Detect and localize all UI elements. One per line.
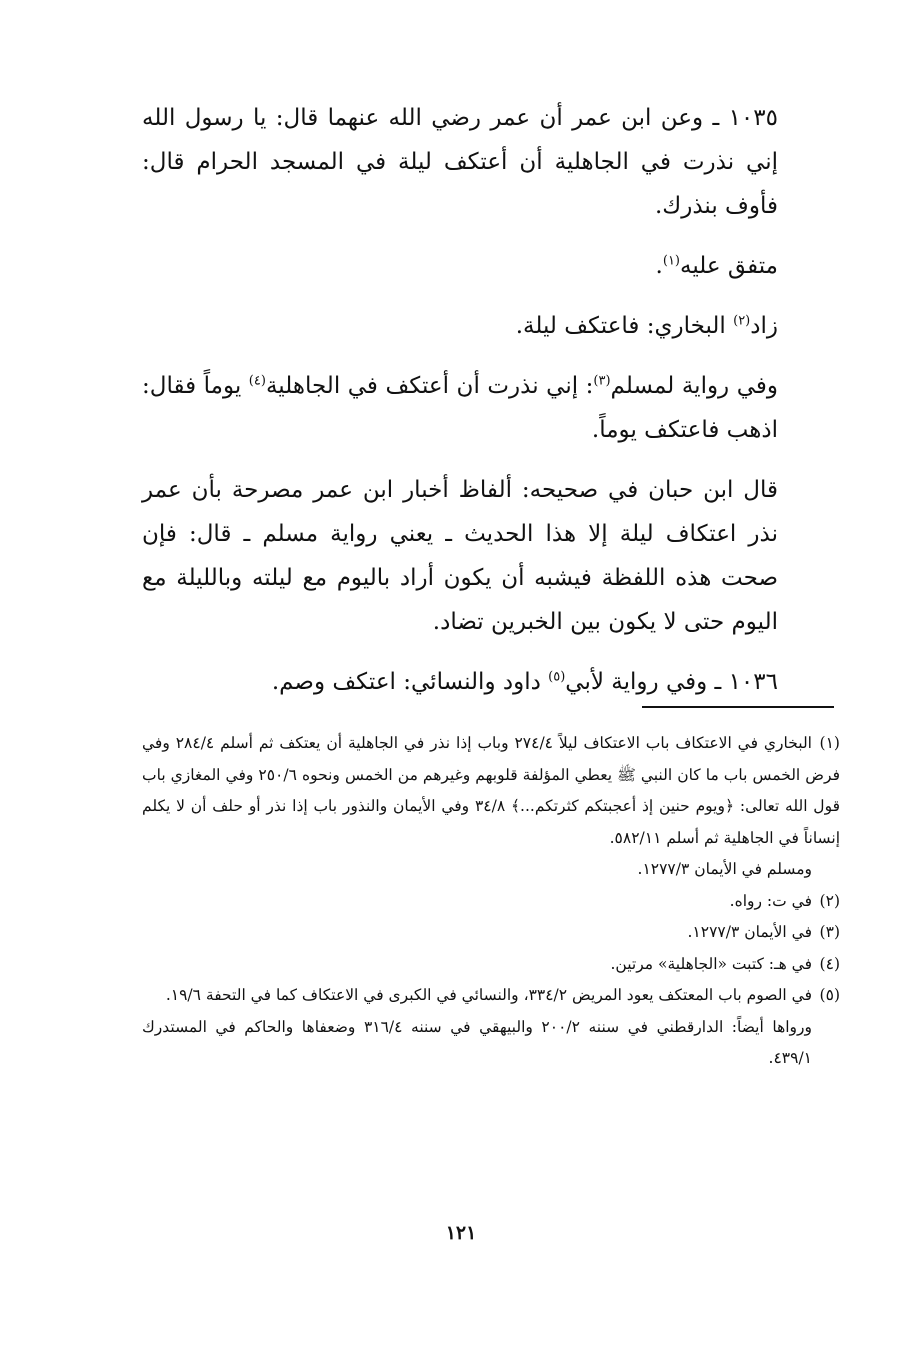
- footnote-4-number: (٤): [819, 954, 840, 973]
- footnote-separator: [642, 706, 834, 708]
- footnote-5-number: (٥): [819, 986, 840, 1004]
- hadith-1035: ١٠٣٥ ـ وعن ابن عمر أن عمر رضي الله عنهما قال: يا رسول الله إني نذرت في الجاهلية أن أعتكف ليلة في المسجد الحرام قال: فأوف بنذرك.: [142, 105, 778, 219]
- page-number: ١٢١: [445, 1222, 477, 1244]
- agreed-upon-note: [142, 244, 834, 288]
- muslim-narration: [142, 364, 834, 452]
- footnote-1-extra: ومسلم في الأيمان ١٢٧٧/٣.: [637, 860, 812, 878]
- footnote-ref-1: (١): [662, 253, 680, 269]
- main-text: [142, 96, 834, 720]
- muslim-narration-lead: وفي رواية لمسلم: [610, 373, 778, 399]
- footnote-ref-3: (٣): [593, 373, 611, 389]
- footnote-1-number: (١): [819, 734, 840, 752]
- bukhari-addition-lead: زاد: [750, 313, 778, 339]
- footnote-2-number: (٢): [819, 891, 840, 910]
- ibn-hibban-comment: قال ابن حبان في صحيحه: ألفاظ أخبار ابن عمر مصرحة بأن عمر نذر اعتكاف ليلة إلا هذا الحديث ـ يعني رواية مسلم ـ قال: فإن صحت هذه اللفظة فيشبه أن يكون أراد باليوم مع ليلته وبالليلة مع اليوم حتى لا يكون بين الخبرين تضاد.: [142, 477, 778, 635]
- bukhari-addition-text: البخاري: فاعتكف ليلة.: [515, 313, 734, 339]
- footnote-ref-5: (٥): [548, 669, 566, 685]
- hadith-1036-text: داود والنسائي: اعتكف وصم.: [271, 669, 549, 695]
- hadith-1036: [142, 660, 834, 704]
- footnote-2: [142, 886, 840, 918]
- footnote-3-text: في الأيمان ١٢٧٧/٣.: [687, 923, 812, 941]
- footnote-5-text: في الصوم باب المعتكف يعود المريض ٣٣٤/٢، والنسائي في الكبرى في الاعتكاف كما في التحفة ١٩/٦.: [165, 986, 812, 1004]
- footnote-1-text: البخاري في الاعتكاف باب الاعتكاف ليلاً ٢٧٤/٤ وباب إذا نذر في الجاهلية أن يعتكف ثم أسلم ٢٨٤/٤ وفي فرض الخمس باب ما كان النبي ﷺ يعطي المؤلفة قلوبهم وغيرهم من الخمس ونحوه ٢٥٠/٦ وفي المغازي باب قول الله تعالى: ﴿ويوم حنين إذ أعجبتكم كثرتكم...﴾ ٣٤/٨ وفي الأيمان والنذور باب إذا نذر أو حلف أن لا يكلم إنساناً في الجاهلية ثم أسلم ٥٨٢/١١.: [142, 734, 840, 847]
- hadith-1036-lead: ١٠٣٦ ـ وفي رواية لأبي: [565, 669, 778, 695]
- footnote-2-text: في ت: رواه.: [729, 891, 812, 910]
- muslim-narration-end: يوماً فقال: اذهب فاعتكف يوماً.: [142, 373, 778, 443]
- footnote-4-text: في هـ: كتبت «الجاهلية» مرتين.: [610, 954, 812, 973]
- footnote-5-extra: ورواها أيضاً: الدارقطني في سننه ٢٠٠/٢ والبيهقي في سننه ٣١٦/٤ وضعفاها والحاكم في المستدرك ٤٣٩/١.: [142, 1017, 813, 1067]
- footnote-ref-2: (٢): [733, 313, 751, 329]
- agreed-upon-text: متفق عليه: [680, 253, 778, 279]
- bukhari-addition: [142, 304, 834, 348]
- footnote-5: [142, 980, 840, 1075]
- agreed-upon-period: .: [655, 253, 663, 279]
- footnote-4: [142, 949, 840, 981]
- footnotes: [142, 728, 840, 1075]
- footnote-1: [142, 728, 840, 886]
- muslim-narration-mid: : إني نذرت أن أعتكف في الجاهلية: [265, 373, 594, 399]
- footnote-3: [142, 917, 840, 949]
- footnote-3-number: (٣): [819, 923, 840, 941]
- footnote-ref-4: (٤): [248, 373, 266, 389]
